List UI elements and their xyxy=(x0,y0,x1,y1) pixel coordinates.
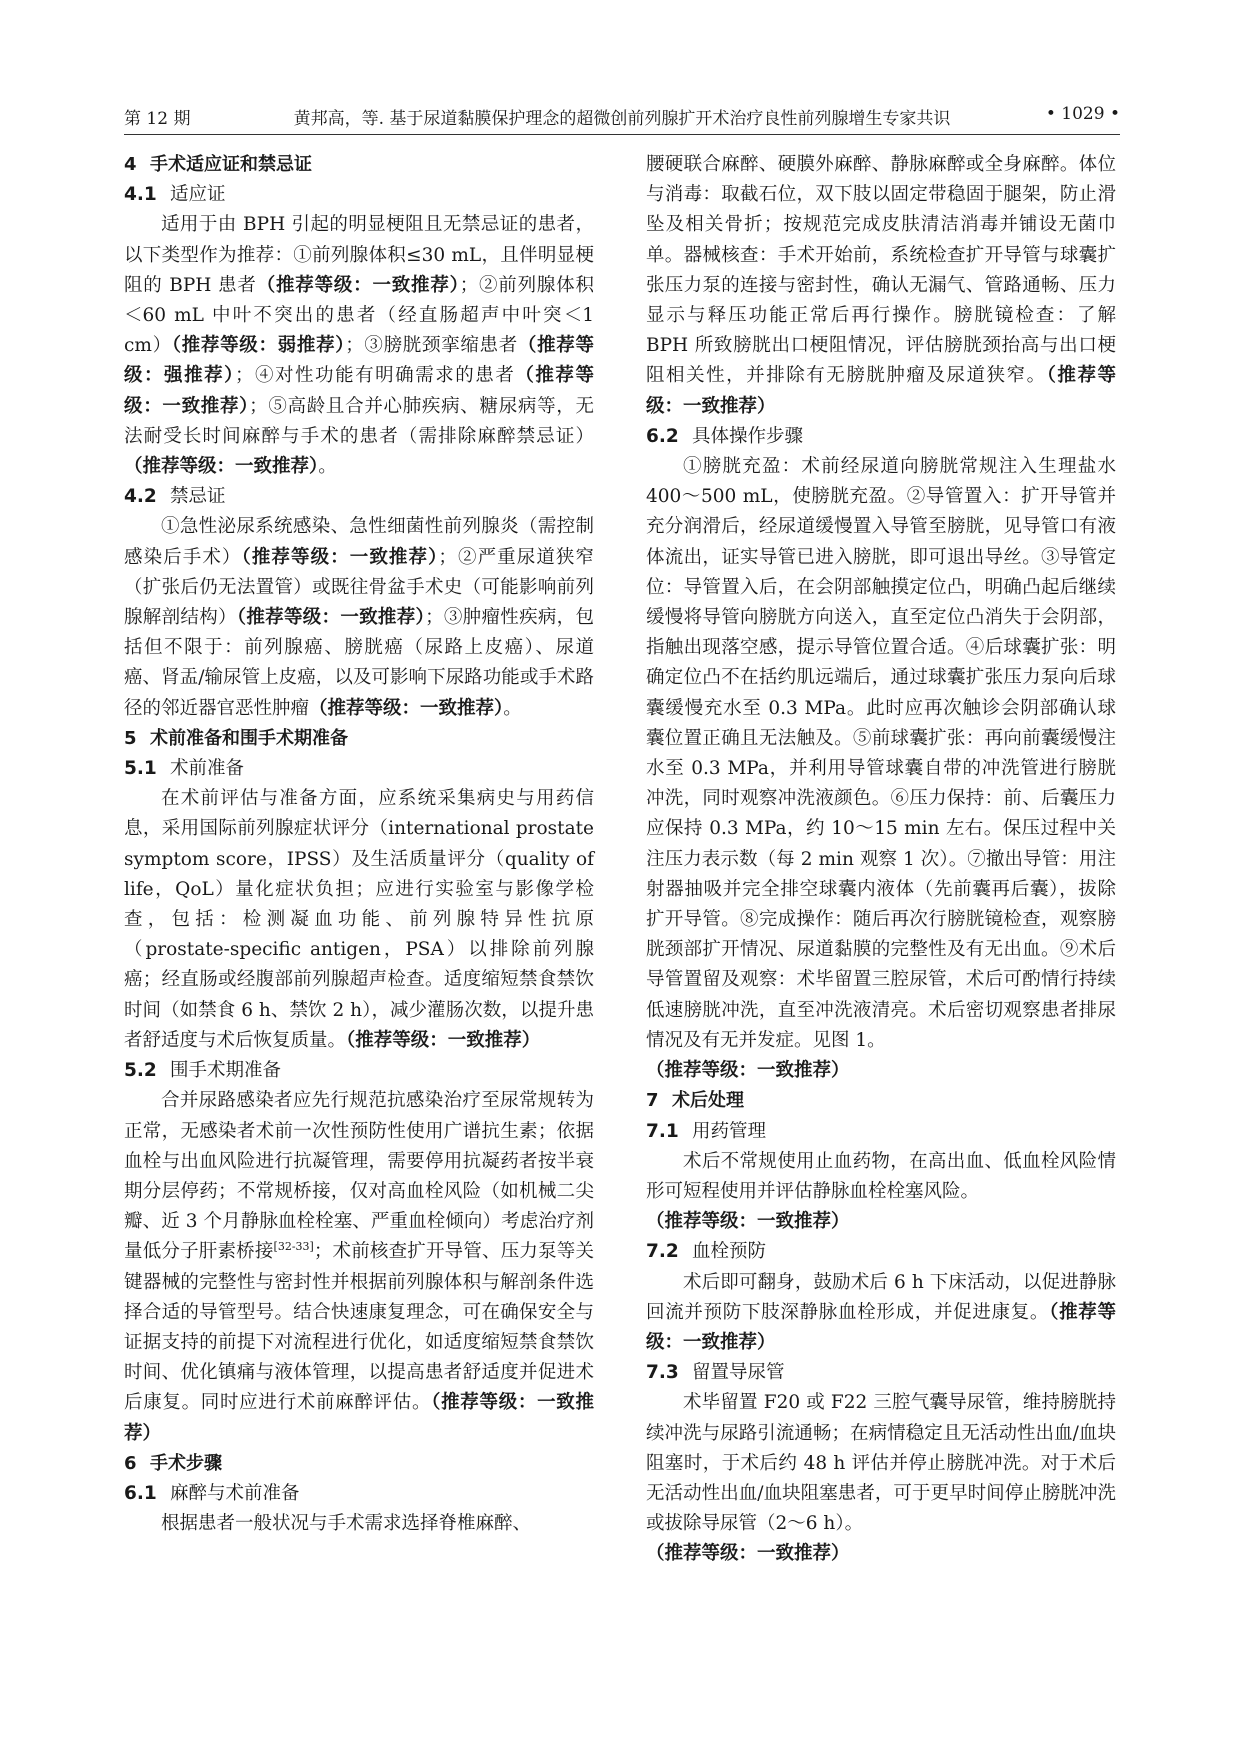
subsection-heading-4-2: 4.2 禁忌证 xyxy=(124,486,226,508)
recommendation-medication: （推荐等级：一致推荐） xyxy=(646,1211,850,1233)
subsection-heading-7-3: 7.3 留置导尿管 xyxy=(646,1362,785,1384)
paragraph-indications: 适用于由 BPH 引起的明显梗阻且无禁忌证的患者，以下类型作为推荐：①前列腺体积≤30 mL，且伴明显梗阻的 BPH 患者（推荐等级：一致推荐）；②前列腺体积＜60 mL 中叶不突出的患者（经直肠超声中叶突＜1 cm）（推荐等级：弱推荐）；③膀胱颈挛缩患者（推荐等级：强推荐）；④对性功能有明确需求的患者（推荐等级：一致推荐）；⑤高龄且合并心肺疾病、糖尿病等，无法耐受长时间麻醉与手术的患者（需排除麻醉禁忌证）（推荐等级：一致推荐）。 xyxy=(124,214,594,478)
paragraph-medication: 术后不常规使用止血药物，在高出血、低血栓风险情形可短程使用并评估静脉血栓栓塞风险。 xyxy=(646,1150,1116,1202)
header-rule xyxy=(124,134,1120,135)
running-title: 黄邦高，等. 基于尿道黏膜保护理念的超微创前列腺扩开术治疗良性前列腺增生专家共识 xyxy=(293,109,951,129)
left-column xyxy=(124,150,594,1539)
running-header xyxy=(124,96,1120,132)
section-heading-5: 5 术前准备和围手术期准备 xyxy=(124,727,348,749)
paragraph-perioperative: 合并尿路感染者应先行规范抗感染治疗至尿常规转为正常，无感染者术前一次性预防性使用广谱抗生素；依据血栓与出血风险进行抗凝管理，需要停用抗凝药者按半衰期分层停药；不常规桥接，仅对高血栓风险（如机械二尖瓣、近 3 个月静脉血栓栓塞、严重血栓倾向）考虑治疗剂量低分子肝素桥接[32-33]；术前核查扩开导管、压力泵等关键器械的完整性与密封性并根据前列腺体积与解剖条件选择合适的导管型号。结合快速康复理念，可在确保安全与证据支持的前提下对流程进行优化，如适度缩短禁食禁饮时间、优化镇痛与液体管理，以提高患者舒适度并促进术后康复。同时应进行术前麻醉评估。（推荐等级：一致推荐） xyxy=(124,1090,594,1444)
citation: [32-33] xyxy=(273,1240,314,1254)
section-heading-4: 4 手术适应证和禁忌证 xyxy=(124,154,312,175)
paragraph-procedure-steps: ①膀胱充盈：术前经尿道向膀胱常规注入生理盐水 400～500 mL，使膀胱充盈。②导管置入：扩开导管并充分润滑后，经尿道缓慢置入导管至膀胱，见导管口有液体流出，证实导管已进入膀胱，即可退出导丝。③导管定位：导管置入后，在会阴部触摸定位凸，明确凸起后继续缓慢将导管向膀胱方向送入，直至定位凸消失于会阴部，指触出现落空感，提示导管位置合适。④后球囊扩张：明确定位凸不在括约肌远端后，通过球囊扩张压力泵向后球囊缓慢充水至 0.3 MPa。此时应再次触诊会阴部确认球囊位置正确且无法触及。⑤前球囊扩张：再向前囊缓慢注水至 0.3 MPa，并利用导管球囊自带的冲洗管进行膀胱冲洗，同时观察冲洗液颜色。⑥压力保持：前、后囊压力应保持 0.3 MPa，约 10～15 min 左右。保压过程中关注压力表示数（每 2 min 观察 1 次）。⑦撤出导管：用注射器抽吸并完全排空球囊内液体（先前囊再后囊），拔除扩开导管。⑧完成操作：随后再次行膀胱镜检查，观察膀胱颈部扩开情况、尿道黏膜的完整性及有无出血。⑨术后导管置留及观察：术毕留置三腔尿管，术后可酌情行持续低速膀胱冲洗，直至冲洗液清亮。术后密切观察患者排尿情况及有无并发症。见图 1。 xyxy=(646,456,1116,1051)
recommendation-catheter: （推荐等级：一致推荐） xyxy=(646,1543,850,1565)
paragraph-catheter: 术毕留置 F20 或 F22 三腔气囊导尿管，维持膀胱持续冲洗与尿路引流通畅；在病情稳定且无活动性出血/血块阻塞时，于术后约 48 h 评估并停止膀胱冲洗。对于术后无活动性出血/血块阻塞患者，可于更早时间停止膀胱冲洗或拔除导尿管（2～6 h）。 xyxy=(646,1392,1116,1535)
section-heading-6: 6 手术步骤 xyxy=(124,1452,222,1474)
paragraph-thrombosis-prevention: 术后即可翻身，鼓励术后 6 h 下床活动，以促进静脉回流并预防下肢深静脉血栓形成，并促进康复。（推荐等级：一致推荐） xyxy=(646,1271,1116,1353)
paragraph-anesthesia-start: 根据患者一般状况与手术需求选择脊椎麻醉、 xyxy=(161,1513,532,1535)
subsection-heading-5-1: 5.1 术前准备 xyxy=(124,758,245,780)
subsection-heading-6-2: 6.2 具体操作步骤 xyxy=(646,425,804,447)
paragraph-preop: 在术前评估与准备方面，应系统采集病史与用药信息，采用国际前列腺症状评分（international prostate symptom score，IPSS）及生活质量评分（quality of life，QoL）量化症状负担；应进行实验室与影像学检查，包括：检测凝血功能、前列腺特异性抗原（prostate-specific antigen，PSA）以排除前列腺癌；经直肠或经腹部前列腺超声检查。适度缩短禁食禁饮时间（如禁食 6 h、禁饮 2 h），减少灌肠次数，以提升患者舒适度与术后恢复质量。（推荐等级：一致推荐） xyxy=(124,788,594,1051)
paragraph-anesthesia-continued: 腰硬联合麻醉、硬膜外麻醉、静脉麻醉或全身麻醉。体位与消毒：取截石位，双下肢以固定带稳固于腿架，防止滑坠及相关骨折；按规范完成皮肤清洁消毒并铺设无菌巾单。器械核查：手术开始前，系统检查扩开导管与球囊扩张压力泵的连接与密封性，确认无漏气、管路通畅、压力显示与释压功能正常后再行操作。膀胱镜检查：了解 BPH 所致膀胱出口梗阻情况，评估膀胱颈抬高与出口梗阻相关性，并排除有无膀胱肿瘤及尿道狭窄。（推荐等级：一致推荐） xyxy=(646,154,1116,417)
recommendation-procedure: （推荐等级：一致推荐） xyxy=(646,1060,850,1082)
section-heading-7: 7 术后处理 xyxy=(646,1090,744,1112)
issue-number: 第 12 期 xyxy=(124,109,191,129)
subsection-heading-4-1: 4.1 适应证 xyxy=(124,184,226,206)
subsection-heading-7-1: 7.1 用药管理 xyxy=(646,1120,767,1142)
subsection-heading-7-2: 7.2 血栓预防 xyxy=(646,1241,767,1263)
subsection-heading-6-1: 6.1 麻醉与术前准备 xyxy=(124,1482,300,1504)
page-number: • 1029 • xyxy=(1045,104,1120,124)
paragraph-contraindications: ①急性泌尿系统感染、急性细菌性前列腺炎（需控制感染后手术）（推荐等级：一致推荐）；②严重尿道狭窄（扩张后仍无法置管）或既往骨盆手术史（可能影响前列腺解剖结构）（推荐等级：一致推荐）；③肿瘤性疾病，包括但不限于：前列腺癌、膀胱癌（尿路上皮癌）、尿道癌、肾盂/输尿管上皮癌，以及可影响下尿路功能或手术路径的邻近器官恶性肿瘤（推荐等级：一致推荐）。 xyxy=(124,516,594,719)
right-column xyxy=(646,150,1116,1570)
subsection-heading-5-2: 5.2 围手术期准备 xyxy=(124,1060,282,1082)
